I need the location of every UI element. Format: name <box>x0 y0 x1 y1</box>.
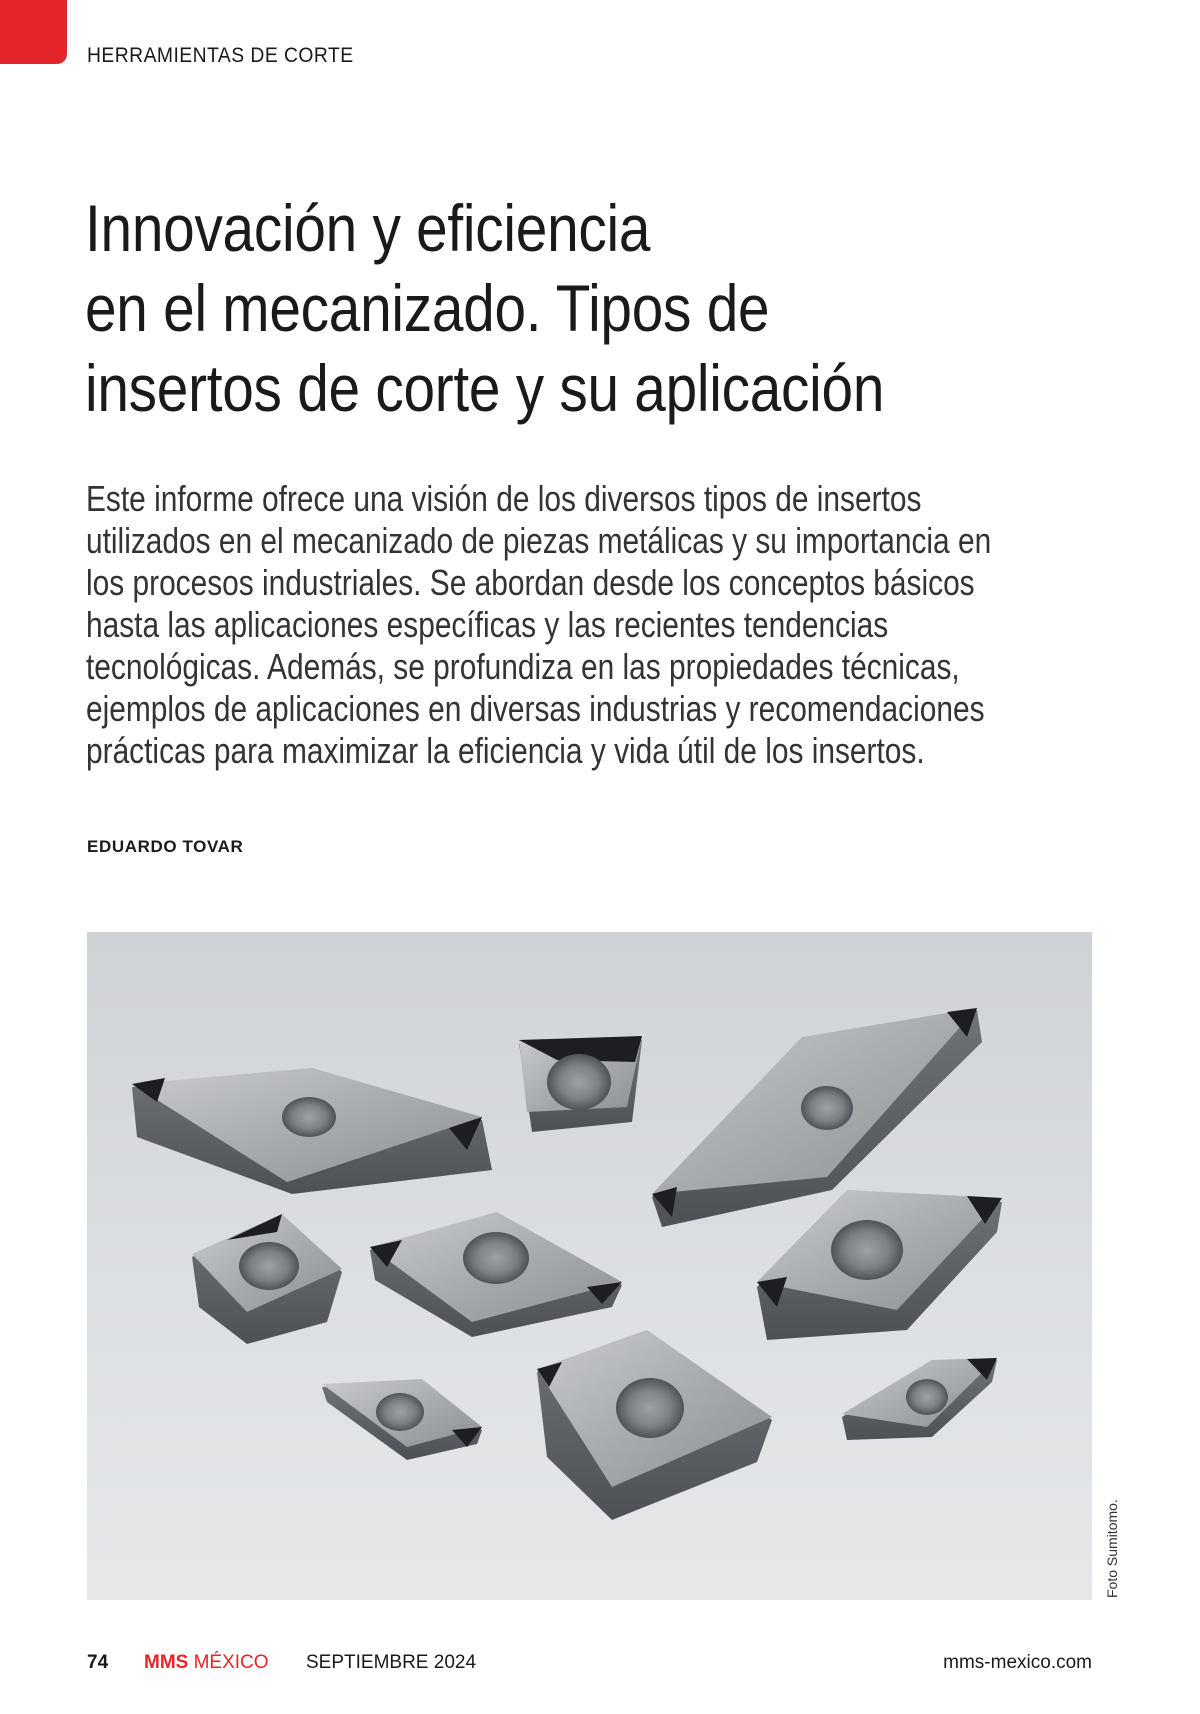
title-line: insertos de corte y su aplicación <box>85 351 885 425</box>
photo-credit: Foto Sumitomo. <box>1104 1499 1120 1598</box>
page-number: 74 <box>87 1652 109 1673</box>
lead-line: tecnológicas. Además, se profundiza en las propiedades técnicas, <box>86 646 960 687</box>
title-line: Innovación y eficiencia <box>85 191 651 265</box>
magazine-brand <box>144 1652 269 1674</box>
page-footer <box>87 1652 1092 1676</box>
brand-mexico: MÉXICO <box>193 1652 269 1673</box>
lead-line: los procesos industriales. Se abordan desde los conceptos básicos <box>86 562 975 603</box>
lead-line: hasta las aplicaciones específicas y las recientes tendencias <box>86 604 889 645</box>
title-line: en el mecanizado. Tipos de <box>85 271 770 345</box>
website-url[interactable]: mms-mexico.com <box>943 1652 1092 1673</box>
lead-line: prácticas para maximizar la eficiencia y vida útil de los insertos. <box>86 730 925 771</box>
section-label: HERRAMIENTAS DE CORTE <box>87 44 354 67</box>
issue-date: SEPTIEMBRE 2024 <box>306 1652 477 1673</box>
lead-line: utilizados en el mecanizado de piezas metálicas y su importancia en <box>86 520 992 561</box>
article-title <box>85 188 979 428</box>
inserts-illustration <box>87 932 1092 1600</box>
brand-mms: MMS <box>144 1652 189 1673</box>
cutting-inserts-photo <box>87 932 1092 1600</box>
lead-line: Este informe ofrece una visión de los diversos tipos de insertos <box>86 478 922 519</box>
insert-square-small <box>519 1036 642 1132</box>
lead-line: ejemplos de aplicaciones en diversas industrias y recomendaciones <box>86 688 985 729</box>
author-byline: EDUARDO TOVAR <box>87 837 244 856</box>
section-color-tab <box>0 0 67 64</box>
article-lead <box>86 478 1107 772</box>
